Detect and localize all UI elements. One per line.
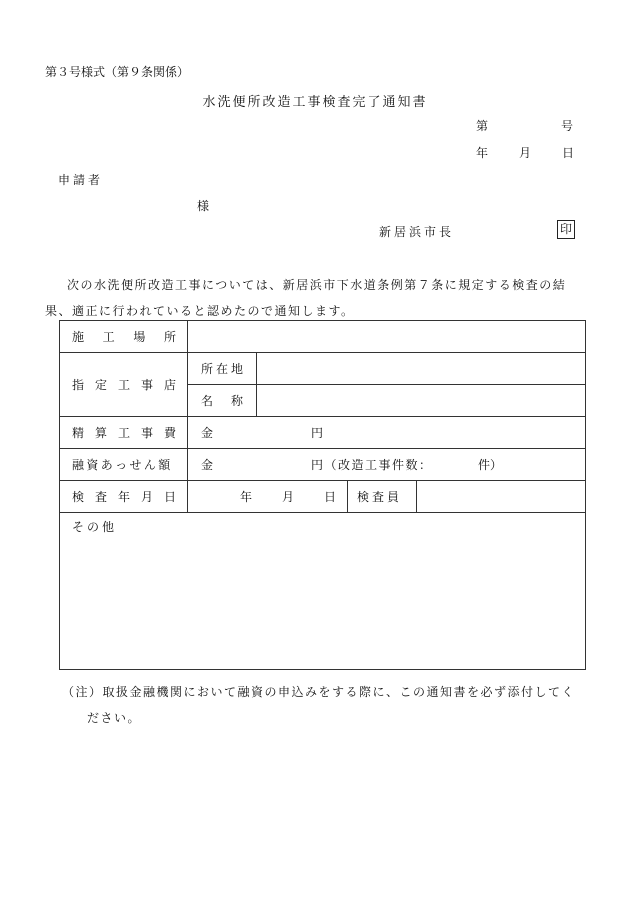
- cost-yen: 円: [311, 426, 324, 440]
- number-suffix: 号: [561, 119, 574, 133]
- label-char: 月: [140, 490, 153, 504]
- page-title: 水洗便所改造工事検査完了通知書: [202, 95, 428, 110]
- loan-kin: 金: [201, 458, 214, 472]
- label-char: 店: [163, 378, 176, 392]
- label-char: 所: [163, 330, 176, 344]
- loan-label: 融資あっせん額: [72, 458, 173, 472]
- inspection-day-label: 日: [324, 490, 337, 504]
- site-label: [72, 321, 176, 352]
- label-char: 算: [94, 426, 107, 440]
- inspector-label: 検査員: [357, 490, 403, 504]
- label-char: 施: [72, 330, 85, 344]
- label-char: 場: [133, 330, 146, 344]
- date-day-label: 日: [562, 146, 575, 160]
- label-char: 日: [163, 490, 176, 504]
- label-char: 工: [117, 378, 130, 392]
- inspector-field[interactable]: [417, 481, 585, 512]
- note-line-2: ださい。: [87, 711, 142, 725]
- note-line-1: （注）取扱金融機関において融資の申込みをする際に、この通知書を必ず添付してく: [62, 685, 576, 699]
- issuer-name: 新居浜市長: [379, 225, 455, 239]
- inspection-table: [59, 320, 586, 670]
- cost-label: [72, 417, 176, 448]
- label-char: 工: [117, 426, 130, 440]
- label-char: 費: [163, 426, 176, 440]
- name-field[interactable]: [257, 385, 585, 416]
- label-char: 指: [72, 378, 85, 392]
- number-prefix: 第: [476, 119, 489, 133]
- date-month-label: 月: [519, 146, 532, 160]
- applicant-label: 申請者: [58, 173, 104, 187]
- name-label: [201, 385, 243, 416]
- label-char: 事: [140, 426, 153, 440]
- label-char: 名: [201, 394, 214, 408]
- body-text-line-2: 果、適正に行われていると認めたので通知します。: [45, 304, 355, 318]
- label-char: 事: [140, 378, 153, 392]
- loan-count-close: 件）: [478, 458, 503, 472]
- seal-mark: 印: [557, 220, 575, 239]
- location-field[interactable]: [257, 353, 585, 384]
- location-label: 所在地: [201, 362, 247, 376]
- inspection-year-label: 年: [240, 490, 253, 504]
- form-label: 第３号様式（第９条関係）: [45, 65, 190, 79]
- loan-count-open: 円（改造工事件数：: [311, 458, 433, 472]
- label-char: 工: [102, 330, 115, 344]
- label-char: 定: [94, 378, 107, 392]
- honorific-label: 様: [197, 199, 210, 213]
- label-char: 検: [72, 490, 85, 504]
- inspection-date-label: [72, 481, 176, 512]
- label-char: 称: [230, 394, 243, 408]
- label-char: 年: [117, 490, 130, 504]
- body-text-line-1: 次の水洗便所改造工事については、新居浜市下水道条例第７条に規定する検査の結: [67, 278, 567, 292]
- cost-kin: 金: [201, 426, 214, 440]
- label-char: 精: [72, 426, 85, 440]
- date-year-label: 年: [476, 146, 489, 160]
- table-rule: [347, 480, 348, 512]
- inspection-month-label: 月: [282, 490, 295, 504]
- other-label: その他: [72, 519, 118, 534]
- label-char: 査: [94, 490, 107, 504]
- contractor-label: [72, 353, 176, 416]
- site-field[interactable]: [188, 321, 585, 352]
- other-field[interactable]: [60, 513, 585, 669]
